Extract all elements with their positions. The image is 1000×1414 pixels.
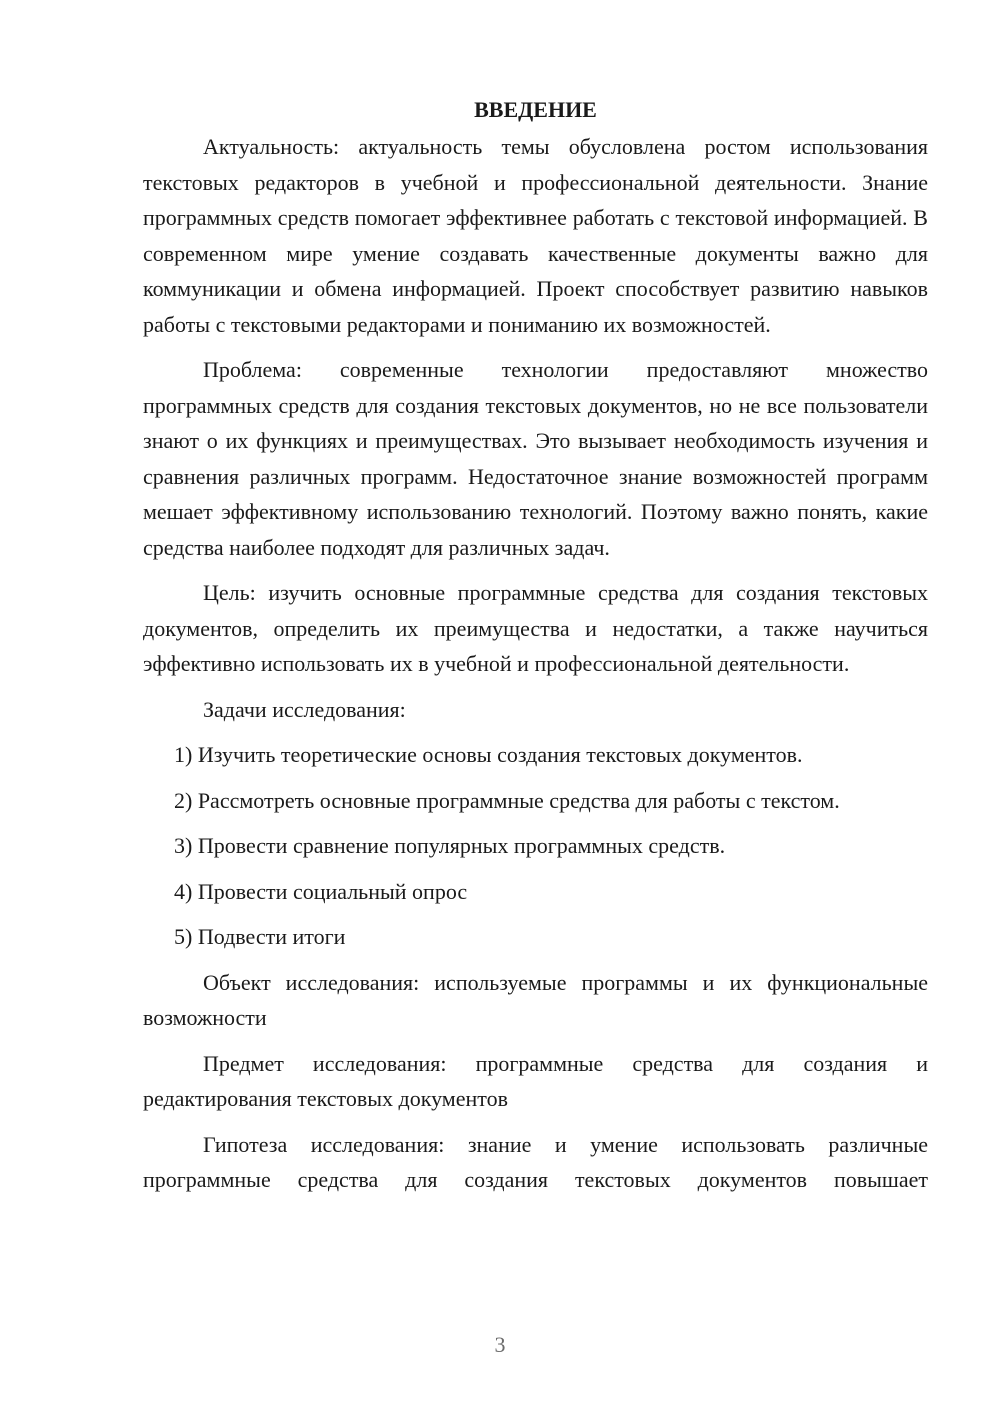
subject-paragraph: Предмет исследования: программные средства для создания и редактирования текстовых документов — [143, 1050, 928, 1111]
page-title: ВВЕДЕНИЕ — [474, 97, 597, 122]
task-item-3: 3) Провести сравнение популярных программных средств. — [174, 833, 726, 858]
task-item-2: 2) Рассмотреть основные программные средства для работы с текстом. — [174, 787, 840, 813]
task-item-1: 1) Изучить теоретические основы создания текстовых документов. — [174, 742, 803, 767]
task-item-4: 4) Провести социальный опрос — [174, 878, 468, 904]
problem-paragraph: Проблема: современные технологии предоставляют множество программных средств для создания текстовых документов, но не все пользователи знают о их функциях и преимуществах. Это вызывает необходимость изучения и сравнения различных программ. Недостаточное знание возможностей программ мешает эффективному использованию технологий. Поэтому важно понять, какие средства наиболее подходят для различных задач. — [143, 357, 928, 560]
goal-paragraph: Цель: изучить основные программные средства для создания текстовых документов, определить их преимущества и недостатки, а также научиться эффективно использовать их в учебной и профессиональной деятельности. — [143, 580, 928, 676]
document-page — [143, 92, 928, 1208]
task-item-5: 5) Подвести итоги — [174, 924, 346, 949]
page-number: 3 — [494, 1332, 506, 1357]
hypothesis-paragraph: Гипотеза исследования: знание и умение использовать различные программные средства для создания текстовых документов повышает — [143, 1131, 928, 1192]
relevance-paragraph: Актуальность: актуальность темы обусловлена ростом использования текстовых редакторов в учебной и профессиональной деятельности. Знание программных средств помогает эффективнее работать с текстовой информацией. В современном мире умение создавать качественные документы важно для коммуникации и обмена информацией. Проект способствует развитию навыков работы с текстовыми редакторами и пониманию их возможностей. — [143, 134, 928, 337]
task-list — [143, 737, 928, 955]
object-paragraph: Объект исследования: используемые программы и их функциональные возможности — [143, 969, 928, 1030]
tasks-heading: Задачи исследования: — [203, 696, 406, 722]
